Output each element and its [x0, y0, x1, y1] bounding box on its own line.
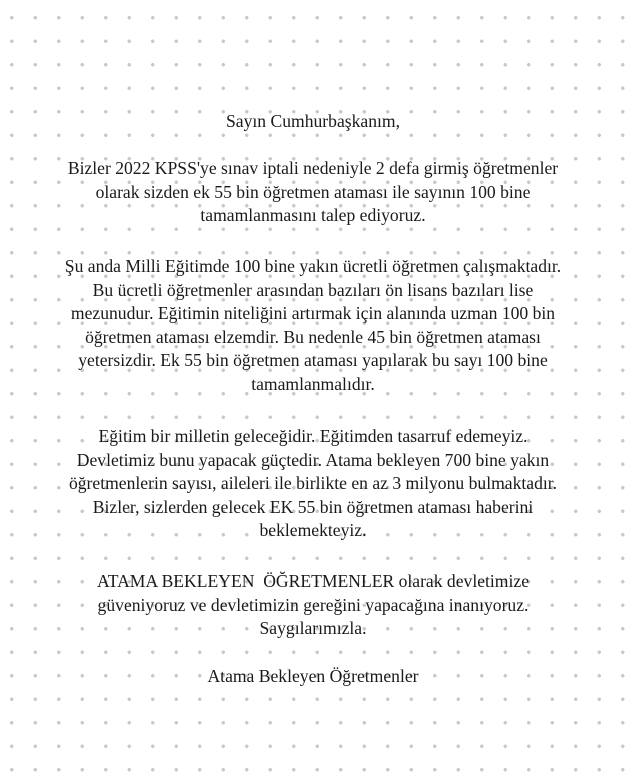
paragraph-line: ATAMA BEKLEYEN ÖĞRETMENLER olarak devletimize [97, 571, 529, 591]
signature [0, 665, 626, 689]
paragraph-line: Saygılarımızla. [259, 618, 367, 639]
paragraph-line: yetersizdir. Ek 55 bin öğretmen ataması yapılarak bu sayı 100 bine [78, 350, 548, 371]
paragraph-line: güveniyoruz ve devletimizin gereğini yapacağına inanıyoruz. [97, 594, 529, 615]
paragraph-line: öğretmen ataması elzemdir. Bu nedenle 45 bin öğretmen ataması [85, 326, 541, 347]
paragraph-line: Devletimiz bunu yapacak güçtedir. Atama bekleyen 700 bine yakın [76, 449, 550, 470]
greeting [0, 110, 626, 134]
paragraph-line: Eğitim bir milletin geleceğidir. Eğitimden tasarruf edemeyiz. [98, 426, 528, 446]
paragraph-line: beklemekteyiz. [259, 520, 367, 541]
paragraph-line: Bu ücretli öğretmenler arasından bazıları ön lisans bazıları lise [92, 279, 534, 300]
greeting-line: Sayın Cumhurbaşkanım, [226, 111, 400, 131]
paragraph-line: öğretmenlerin sayısı, aileleri ile birlikte en az 3 milyonu bulmaktadır. [68, 473, 558, 494]
paragraph-education [0, 425, 626, 543]
paragraph-trust [0, 570, 626, 641]
paragraph-line: Bizler 2022 KPSS'ye sınav iptali nedeniyle 2 defa girmiş öğretmenler [67, 158, 559, 178]
paragraph-line: olarak sizden ek 55 bin öğretmen ataması ile sayının 100 bine [95, 181, 531, 202]
signature-line: Atama Bekleyen Öğretmenler [207, 666, 419, 686]
paragraph-line: tamamlanmalıdır. [251, 373, 375, 394]
paragraph-current-situation [0, 255, 626, 397]
paragraph-line: mezunudur. Eğitimin niteliğini artırmak için alanında uzman 100 bin [70, 303, 556, 324]
paragraph-line: Bizler, sizlerden gelecek EK 55 bin öğretmen ataması haberini [92, 496, 534, 517]
paragraph-request [0, 157, 626, 228]
paragraph-line: Şu anda Milli Eğitimde 100 bine yakın ücretli öğretmen çalışmaktadır. [64, 256, 562, 276]
paragraph-line: tamamlanmasını talep ediyoruz. [200, 205, 426, 226]
